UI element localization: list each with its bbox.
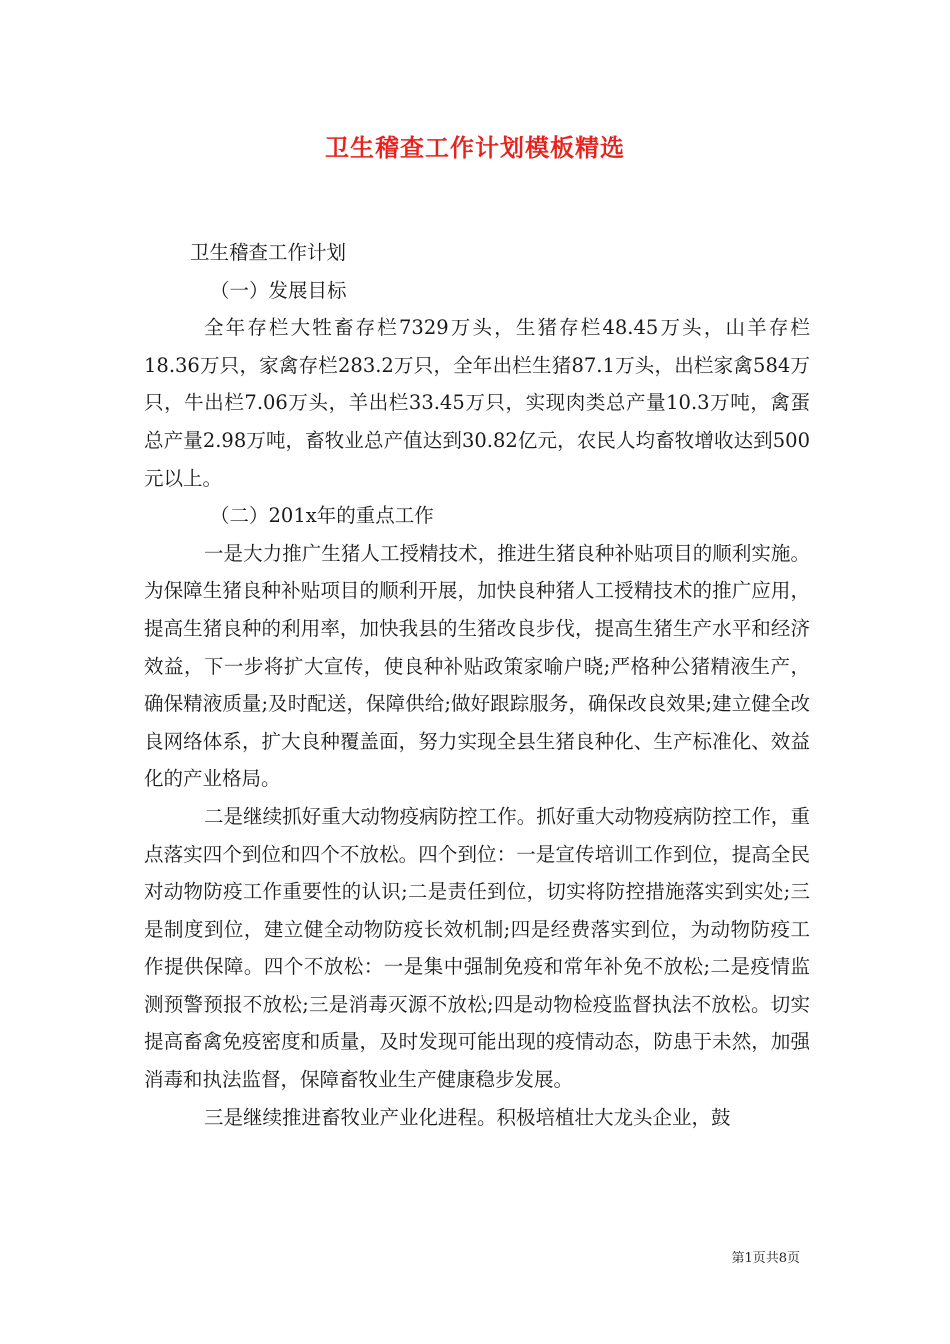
page-number: 第1页共8页: [731, 1251, 800, 1266]
document-body: [144, 234, 810, 1136]
section-heading-goals: （一）发展目标: [210, 278, 347, 302]
paragraph-goals: 全年存栏大牲畜存栏7329万头，生猪存栏48.45万头，山羊存栏18.36万只，家禽存栏283.2万只，全年出栏生猪87.1万头，出栏家禽584万只，牛出栏7.06万头，羊出栏33.45万只，实现肉类总产量10.3万吨，禽蛋总产量2.98万吨，畜牧业总产值达到30.82亿元，农民人均畜牧增收达到500元以上。: [144, 316, 810, 490]
paragraph-pig-breeding: 一是大力推广生猪人工授精技术，推进生猪良种补贴项目的顺利实施。为保障生猪良种补贴项目的顺利开展，加快良种猪人工授精技术的推广应用，提高生猪良种的利用率，加快我县的生猪改良步伐，提高生猪生产水平和经济效益，下一步将扩大宣传，使良种补贴政策家喻户晓;严格种公猪精液生产，确保精液质量;及时配送，保障供给;做好跟踪服务，确保改良效果;建立健全改良网络体系，扩大良种覆盖面，努力实现全县生猪良种化、生产标准化、效益化的产业格局。: [144, 541, 810, 791]
section-heading-key-work: （二）201x年的重点工作: [210, 504, 434, 528]
document-heading: 卫生稽查工作计划: [190, 241, 347, 264]
paragraph-epidemic-control: 二是继续抓好重大动物疫病防控工作。抓好重大动物疫病防控工作，重点落实四个到位和四个不放松。四个到位：一是宣传培训工作到位，提高全民对动物防疫工作重要性的认识;二是责任到位，切实将防控措施落实到实处;三是制度到位，建立健全动物防疫长效机制;四是经费落实到位，为动物防疫工作提供保障。四个不放松：一是集中强制免疫和常年补免不放松;二是疫情监测预警预报不放松;三是消毒灭源不放松;四是动物检疫监督执法不放松。切实提高畜禽免疫密度和质量，及时发现可能出现的疫情动态，防患于未然，加强消毒和执法监督，保障畜牧业生产健康稳步发展。: [144, 804, 810, 1092]
page-title: 卫生稽查工作计划模板精选: [325, 133, 625, 162]
paragraph-industrialization: 三是继续推进畜牧业产业化进程。积极培植壮大龙头企业，鼓: [204, 1105, 731, 1129]
